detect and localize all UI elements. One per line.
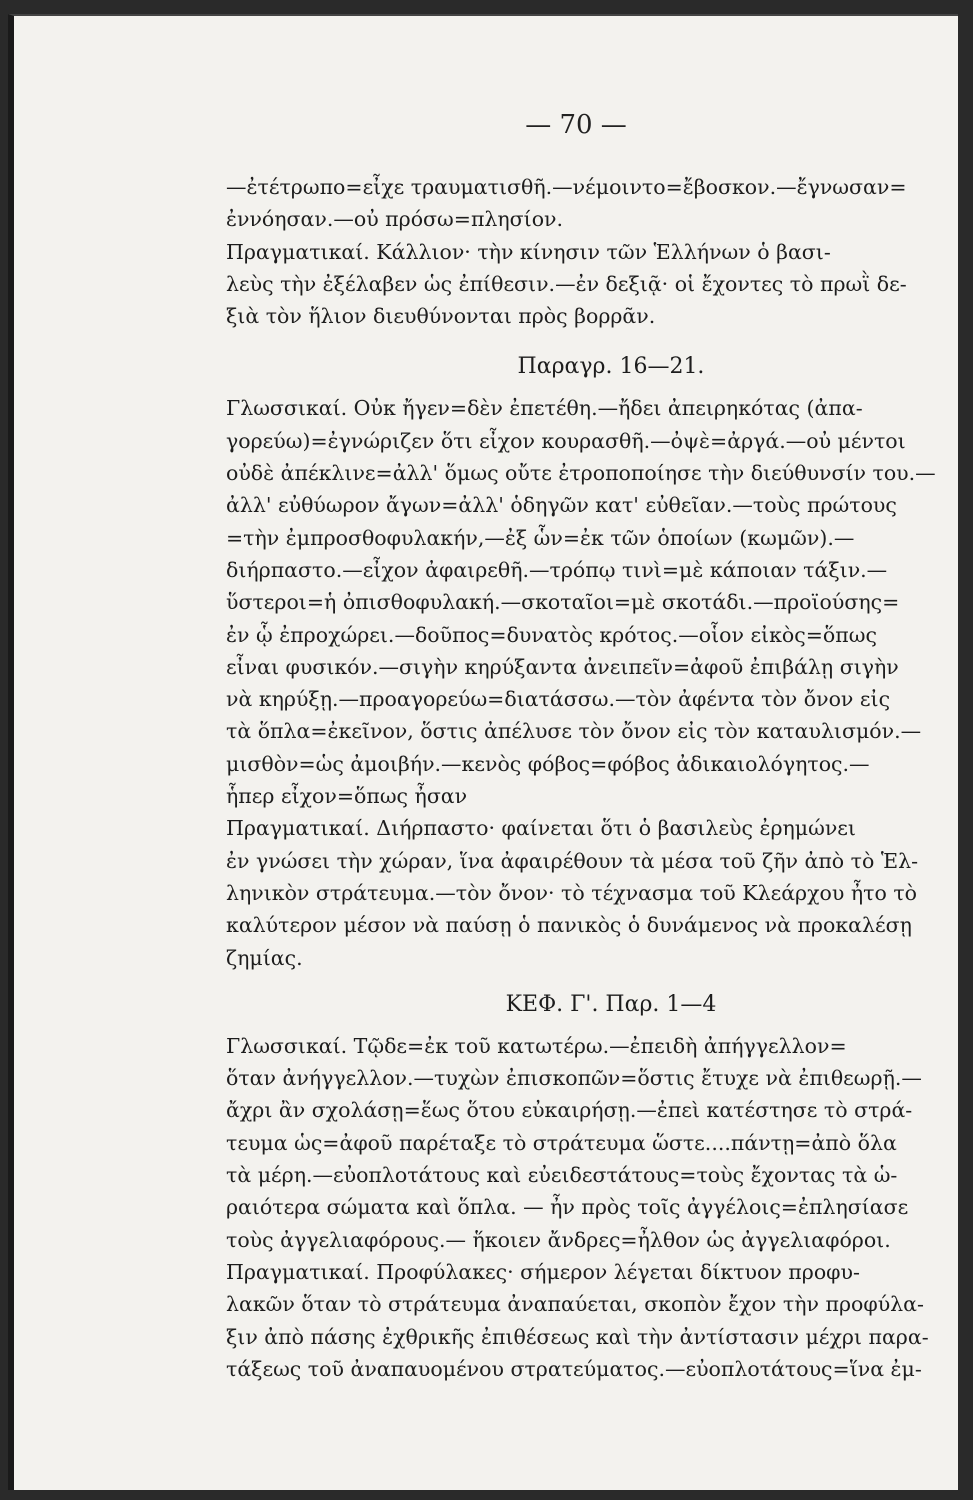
text-line: ραιότερα σώματα καὶ ὅπλα. — ἦν πρὸς τοῖς ἀγγέλοις=ἐπλησίασε (226, 1195, 909, 1220)
text-line: ξιν ἀπὸ πάσης ἐχθρικῆς ἐπιθέσεως καὶ τὴν ἀντίστασιν μέχρι παρα- (226, 1324, 929, 1349)
text-line: γορεύω)=ἐγνώριζεν ὅτι εἶχον κουρασθῆ.—ὀψὲ=ἀργά.—οὐ μέντοι (226, 428, 906, 453)
book-page (8, 14, 958, 1490)
page-body-text (226, 171, 956, 1385)
text-line: =τὴν ἐμπροσθοφυλακήν,—ἐξ ὧν=ἐκ τῶν ὁποίων (κωμῶν).— (226, 525, 855, 550)
text-line: ζημίας. (226, 945, 303, 970)
text-line: καλύτερον μέσον νὰ παύσῃ ὁ πανικὸς ὁ δυνάμενος νὰ προκαλέσῃ (226, 913, 912, 938)
page-number: — 70 — (525, 110, 627, 140)
text-line: ἀλλ' εὐθύωρον ἄγων=ἀλλ' ὁδηγῶν κατ' εὐθεῖαν.—τοὺς πρώτους (226, 493, 897, 518)
text-line: ἐν γνώσει τὴν χώραν, ἵνα ἀφαιρέθουν τὰ μέσα τοῦ ζῆν ἀπὸ τὸ Ἑλ- (226, 848, 919, 873)
text-line: οὐδὲ ἀπέκλινε=ἀλλ' ὅμως οὔτε ἐτροποποίησε τὴν διεύθυνσίν του.— (226, 461, 936, 486)
text-line: ἐννόησαν.—οὐ πρόσω=πλησίον. (226, 207, 564, 232)
text-line: ληνικὸν στράτευμα.—τὸν ὄνον· τὸ τέχνασμα τοῦ Κλεάρχου ἦτο τὸ (226, 880, 918, 905)
text-line: τάξεως τοῦ ἀναπαυομένου στρατεύματος.—εὐοπλοτάτους=ἵνα ἐμ- (226, 1356, 922, 1381)
text-line: διήρπαστο.—εἶχον ἀφαιρεθῆ.—τρόπῳ τινὶ=μὲ κάποιαν τάξιν.— (226, 557, 888, 582)
text-line: Γλωσσικαί. Τῷδε=ἐκ τοῦ κατωτέρω.—ἐπειδὴ ἀπήγγελλον= (226, 1033, 847, 1058)
text-line: ὕστεροι=ἡ ὀπισθοφυλακή.—σκοταῖοι=μὲ σκοτάδι.—προϊούσης= (226, 590, 900, 615)
section-heading: Παραγρ. 16—21. (517, 354, 705, 380)
text-line: Πραγματικαί. Διήρπαστο· φαίνεται ὅτι ὁ βασιλεὺς ἐρημώνει (226, 816, 856, 841)
text-line: μισθὸν=ὡς ἀμοιβήν.—κενὸς φόβος=φόβος ἀδικαιολόγητος.— (226, 751, 870, 776)
text-line: —ἐτέτρωπο=εἶχε τραυματισθῆ.—νέμοιντο=ἔβοσκον.—ἔγνωσαν= (226, 175, 907, 199)
text-line: ἐν ᾧ ἐπροχώρει.—δοῦπος=δυνατὸς κρότος.—οἷον εἰκὸς=ὅπως (226, 622, 877, 647)
text-line: Γλωσσικαί. Οὐκ ἤγεν=δὲν ἐπετέθη.—ἤδει ἀπειρηκότας (ἀπα- (226, 396, 863, 421)
text-line: τὰ μέρη.—εὐοπλοτάτους καὶ εὐειδεστάτους=τοὺς ἔχοντας τὰ ὡ- (226, 1163, 898, 1188)
text-line: ἧπερ εἶχον=ὅπως ἦσαν (226, 784, 468, 809)
text-line: εἶναι φυσικόν.—σιγὴν κηρύξαντα ἀνειπεῖν=ἀφοῦ ἐπιβάλῃ σιγὴν (226, 654, 899, 679)
text-line: ξιὰ τὸν ἥλιον διευθύνονται πρὸς βορρᾶν. (226, 304, 656, 329)
text-line: λακῶν ὅταν τὸ στράτευμα ἀναπαύεται, σκοπὸν ἔχον τὴν προφύλα- (226, 1292, 924, 1317)
chapter-heading: ΚΕΦ. Γ'. Παρ. 1—4 (505, 991, 717, 1017)
text-line: ὅταν ἀνήγγελλον.—τυχὼν ἐπισκοπῶν=ὅστις ἔτυχε νὰ ἐπιθεωρῇ.— (226, 1066, 922, 1091)
text-line: νὰ κηρύξῃ.—προαγορεύω=διατάσσω.—τὸν ἀφέντα τὸν ὄνον εἰς (226, 687, 891, 712)
text-line: Πραγματικαί. Κάλλιον· τὴν κίνησιν τῶν Ἑλλήνων ὁ βασι- (226, 239, 831, 264)
text-line: τὰ ὅπλα=ἐκεῖνον, ὅστις ἀπέλυσε τὸν ὄνον εἰς τὸν καταυλισμόν.— (226, 719, 922, 744)
text-line: τευμα ὡς=ἀφοῦ παρέταξε τὸ στράτευμα ὥστε....πάντῃ=ἀπὸ ὅλα (226, 1130, 897, 1155)
text-line: ἄχρι ἂν σχολάσῃ=ἕως ὅτου εὐκαιρήσῃ.—ἐπεὶ κατέστησε τὸ στρά- (226, 1098, 913, 1123)
text-line: λεὺς τὴν ἐξέλαβεν ὡς ἐπίθεσιν.—ἐν δεξιᾷ· οἱ ἔχοντες τὸ πρωῒ δε- (226, 271, 907, 296)
text-line: τοὺς ἀγγελιαφόρους.— ἥκοιεν ἄνδρες=ἦλθον ὡς ἀγγελιαφόροι. (226, 1227, 891, 1252)
text-line: Πραγματικαί. Προφύλακες· σήμερον λέγεται δίκτυον προφυ- (226, 1259, 860, 1284)
